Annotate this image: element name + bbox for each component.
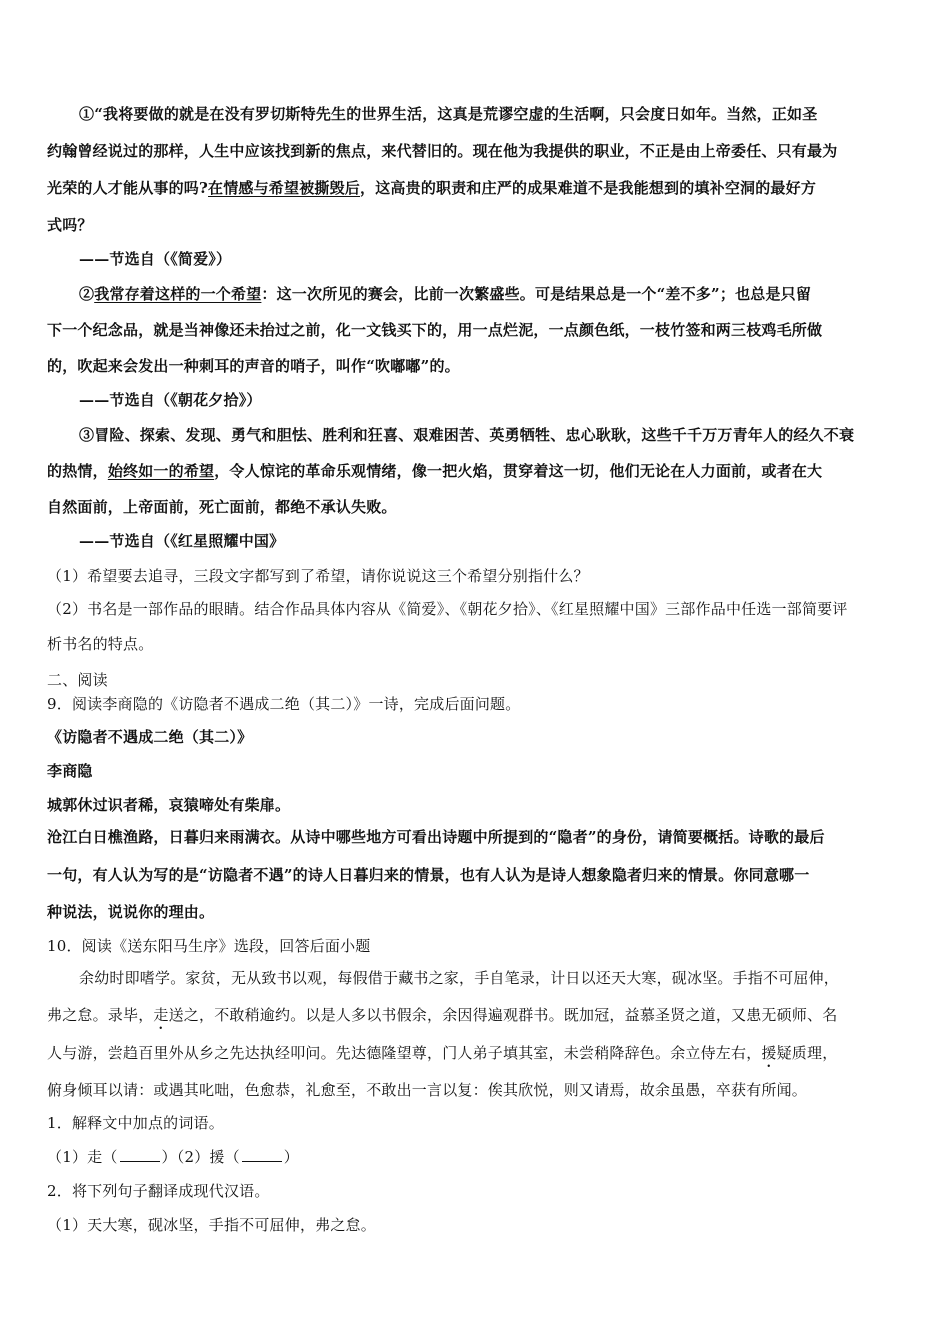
poem-line1: 城郭休过识者稀，哀猿啼处有柴扉。 xyxy=(47,796,291,814)
q10-sub1-answers: （1）走（ ）（2）援（ ） xyxy=(47,1148,299,1166)
q10-text-line1: 余幼时即嗜学。家贫，无从致书以观，每假借于藏书之家，手自笔录，计日以还天大寒，砚冰坚。手指不可屈伸， xyxy=(79,969,840,987)
dotted-word-zou: 走 xyxy=(153,1006,169,1024)
passage3-source: ——节选自（《红星照耀中国》 xyxy=(79,532,285,550)
passage2-line1: ②我常存着这样的一个希望：这一次所见的赛会，比前一次繁盛些。可是结果总是一个“差不多”；也总是只留 xyxy=(79,285,812,303)
q10-sub1: 1．解释文中加点的词语。 xyxy=(47,1114,224,1132)
question10-intro: 10．阅读《送东阳马生序》选段，回答后面小题 xyxy=(47,937,371,955)
q10-text-line2: 弗之怠。录毕，走送之，不敢稍逾约。以是人多以书假余，余因得遍观群书。既加冠，益慕圣贤之道，又患无硕师、名 xyxy=(47,1006,838,1024)
question8-2-line2: 析书名的特点。 xyxy=(47,635,154,653)
section-heading: 二、阅读 xyxy=(47,671,108,689)
poem-author: 李商隐 xyxy=(47,762,93,780)
underlined-hope-2: 我常存着这样的一个希望 xyxy=(94,285,262,303)
passage1-line1: ①“我将要做的就是在没有罗切斯特先生的世界生活，这真是荒谬空虚的生活啊，只会度日如年。当然，正如圣 xyxy=(79,105,818,123)
passage2-source: ——节选自（《朝花夕拾》） xyxy=(79,391,262,409)
question8-1: （1）希望要去追寻，三段文字都写到了希望，请你说说这三个希望分别指什么？ xyxy=(47,567,589,585)
question9-line3: 种说法，说说你的理由。 xyxy=(47,903,215,921)
question9-line2: 一句，有人认为写的是“访隐者不遇”的诗人日暮归来的情景，也有人认为是诗人想象隐者归来的情景。你同意哪一 xyxy=(47,866,810,884)
question8-2-line1: （2）书名是一部作品的眼睛。结合作品具体内容从《简爱》、《朝花夕拾》、《红星照耀中国》三部作品中任选一部简要评 xyxy=(47,600,848,618)
q10-sub2-item1: （1）天大寒，砚冰坚，手指不可屈伸，弗之怠。 xyxy=(47,1216,376,1234)
underlined-hope-1: 在情感与希望被撕毁后 xyxy=(208,179,361,197)
answer-blank-1[interactable] xyxy=(120,1149,160,1162)
q10-text-line3: 人与游，尝趋百里外从乡之先达执经叩问。先达德隆望尊，门人弟子填其室，未尝稍降辞色。余立侍左右，援疑质理， xyxy=(47,1044,838,1062)
passage3-line3: 自然面前，上帝面前，死亡面前，都绝不承认失败。 xyxy=(47,498,397,516)
poem-title: 《访隐者不遇成二绝（其二）》 xyxy=(47,728,253,746)
passage3-line2: 的热情，始终如一的希望，令人惊诧的革命乐观情绪，像一把火焰，贯穿着这一切，他们无论在人力面前，或者在大 xyxy=(47,462,823,480)
dotted-word-yuan: 援 xyxy=(761,1044,777,1062)
underlined-hope-3: 始终如一的希望 xyxy=(107,462,215,480)
passage3-line1: ③冒险、探索、发现、勇气和胆怯、胜利和狂喜、艰难困苦、英勇牺牲、忠心耿耿，这些千千万万青年人的经久不衰 xyxy=(79,426,855,444)
passage1-line2: 约翰曾经说过的那样，人生中应该找到新的焦点，来代替旧的。现在他为我提供的职业，不正是由上帝委任、只有最为 xyxy=(47,142,838,160)
passage2-line3: 的，吹起来会发出一种刺耳的声音的哨子，叫作“吹嘟嘟”的。 xyxy=(47,357,460,375)
question9-intro: 9．阅读李商隐的《访隐者不遇成二绝（其二）》一诗，完成后面问题。 xyxy=(47,695,521,713)
passage2-line2: 下一个纪念品，就是当神像还未抬过之前，化一文钱买下的，用一点烂泥，一点颜色纸，一枝竹签和两三枝鸡毛所做 xyxy=(47,321,823,339)
passage1-line4: 式吗？ xyxy=(47,216,93,234)
poem-line2-question: 沧江白日樵渔路，日暮归来雨满衣。从诗中哪些地方可看出诗题中所提到的“隐者”的身份，请简要概括。诗歌的最后 xyxy=(47,828,825,846)
answer-blank-2[interactable] xyxy=(242,1149,282,1162)
q10-text-line4: 俯身倾耳以请：或遇其叱咄，色愈恭，礼愈至，不敢出一言以复：俟其欣悦，则又请焉，故余虽愚，卒获有所闻。 xyxy=(47,1081,808,1099)
q10-sub2: 2．将下列句子翻译成现代汉语。 xyxy=(47,1182,270,1200)
passage1-source: ——节选自（《简爱》） xyxy=(79,250,232,268)
passage1-line3: 光荣的人才能从事的吗?在情感与希望被撕毁后，这高贵的职责和庄严的成果难道不是我能想到的填补空洞的最好方 xyxy=(47,179,817,197)
